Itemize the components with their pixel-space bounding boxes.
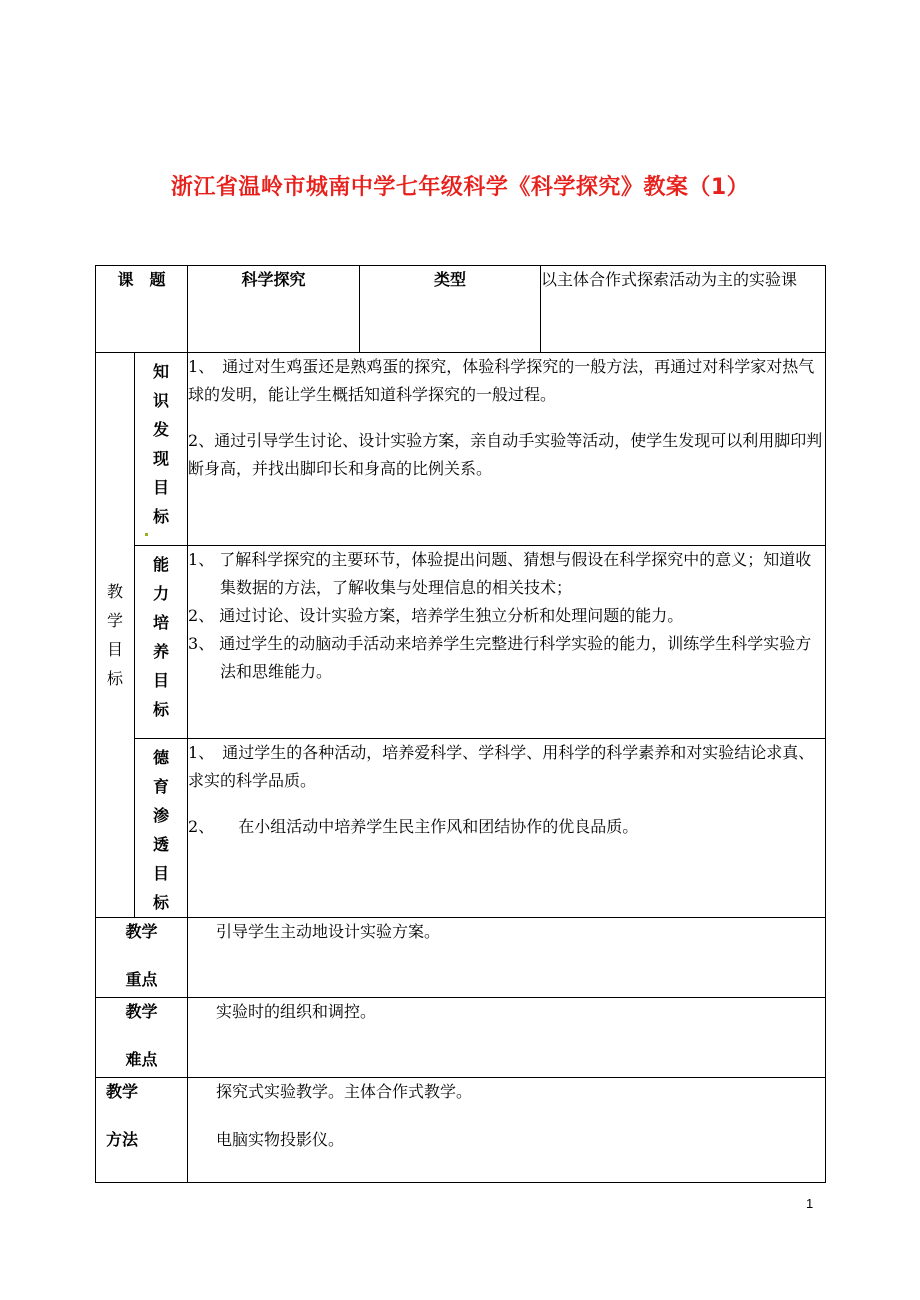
lesson-plan-table: [95, 265, 826, 1183]
header-row: [96, 266, 826, 353]
marker-dot: [145, 533, 148, 536]
ability-item-3: 3、 通过学生的动脑动手活动来培养学生完整进行科学实验的能力，训练学生科学实验方法和思维能力。: [188, 634, 812, 681]
difficulties-content: 实验时的组织和调控。: [188, 998, 826, 1078]
difficulties-label: 教学 难点: [96, 998, 188, 1078]
ability-item-1: 1、 了解科学探究的主要环节，体验提出问题、猜想与假设在科学探究中的意义；知道收集数据的方法，了解收集与处理信息的相关技术；: [188, 550, 812, 597]
moral-goal-label: [135, 739, 188, 918]
knowledge-item-2: 2、通过引导学生讨论、设计实验方案，亲自动手实验等活动，使学生发现可以利用脚印判断身高，并找出脚印长和身高的比例关系。: [188, 431, 823, 478]
moral-item-2: 2、 在小组活动中培养学生民主作风和团结协作的优良品质。: [188, 817, 639, 836]
ability-goal-label: [135, 546, 188, 739]
methods-line-2: 电脑实物投影仪。: [216, 1130, 345, 1149]
ability-goal-row: [96, 546, 826, 739]
moral-goal-content: [188, 739, 826, 918]
ability-goal-content: [188, 546, 826, 739]
knowledge-goal-content: [188, 353, 826, 546]
difficulties-row: [96, 998, 826, 1078]
methods-label: 教学 方法: [96, 1078, 188, 1183]
teaching-goals-label-text: 教 学 目 标: [107, 582, 124, 688]
key-points-label: 教学 重点: [96, 918, 188, 998]
methods-content: [188, 1078, 826, 1183]
moral-goal-row: [96, 739, 826, 918]
moral-goal-label-text: 德 育 渗 透 目 标: [153, 748, 170, 912]
key-points-row: [96, 918, 826, 998]
page-number: 1: [806, 1196, 814, 1211]
knowledge-goal-label: [135, 353, 188, 546]
teaching-goals-label: [96, 353, 135, 918]
type-label: 类型: [360, 266, 541, 353]
knowledge-goal-label-text: 知 识 发 现 目 标: [153, 362, 170, 526]
methods-line-1: 探究式实验教学。主体合作式教学。: [216, 1082, 473, 1101]
moral-item-1: 1、 通过学生的各种活动，培养爱科学、学科学、用科学的科学素养和对实验结论求真、求实的科学品质。: [188, 743, 815, 790]
knowledge-goal-row: [96, 353, 826, 546]
methods-row: [96, 1078, 826, 1183]
topic-value: 科学探究: [188, 266, 360, 353]
type-value: 以主体合作式探索活动为主的实验课: [541, 266, 826, 353]
topic-label: 课 题: [96, 266, 188, 353]
ability-item-2: 2、 通过讨论、设计实验方案，培养学生独立分析和处理问题的能力。: [188, 606, 684, 625]
key-points-content: 引导学生主动地设计实验方案。: [188, 918, 826, 998]
document-title: 浙江省温岭市城南中学七年级科学《科学探究》教案（1）: [170, 175, 750, 200]
ability-goal-label-text: 能 力 培 养 目 标: [153, 555, 170, 719]
knowledge-item-1: 1、 通过对生鸡蛋还是熟鸡蛋的探究，体验科学探究的一般方法，再通过对科学家对热气球的发明，能让学生概括知道科学探究的一般过程。: [188, 357, 815, 404]
